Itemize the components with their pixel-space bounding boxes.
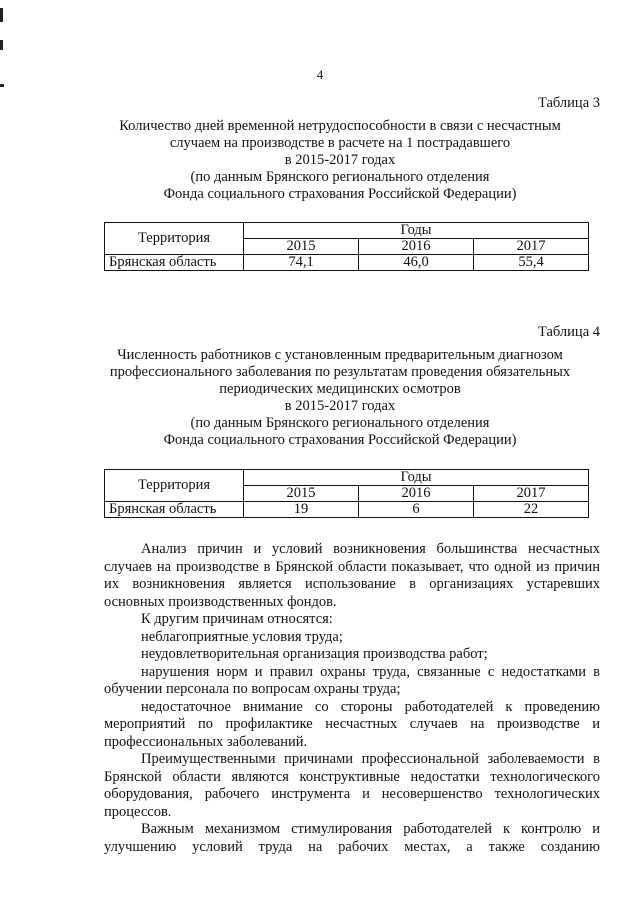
table3-title-line: Количество дней временной нетрудоспособности в связи с несчастным [119, 118, 561, 134]
year-cell: 2017 [474, 239, 589, 255]
table4-title-line: в 2015-2017 годах [284, 398, 396, 414]
paragraph: неудовлетворительная организация производства работ; [141, 646, 488, 662]
year-cell: 2017 [474, 486, 589, 502]
paragraph: Анализ причин и условий возникновения большинства несчастных случаев на производстве в Брянской области показывает, что одной из причин их возникновения является использование в организациях устаревших основных производственных фондов. [104, 541, 600, 610]
paragraph: Важным механизмом стимулирования работодателей к контролю и улучшению условий труда на рабочих местах, а также созданию [104, 821, 600, 855]
year-cell: 2016 [359, 239, 474, 255]
table-header-row [105, 470, 589, 486]
row-label: Брянская область [105, 255, 244, 271]
table4-title [80, 347, 600, 449]
year-cell: 2015 [244, 239, 359, 255]
table3-title-line: случаем на производстве в расчете на 1 пострадавшего [169, 135, 511, 151]
paragraph: нарушения норм и правил охраны труда, связанные с недостатками в обучении персонала по вопросам охраны труда; [104, 663, 600, 697]
table3-title [80, 118, 600, 203]
header-years: Годы [244, 470, 589, 486]
value-cell: 6 [359, 502, 474, 518]
table4-title-line: периодических медицинских осмотров [219, 381, 461, 397]
table3-title-line: в 2015-2017 годах [284, 152, 396, 168]
table3-label: Таблица 3 [537, 95, 600, 111]
paragraph: неблагоприятные условия труда; [141, 628, 343, 645]
table4-title-line: Фонда социального страхования Российской Федерации) [163, 432, 517, 448]
value-cell: 46,0 [359, 255, 474, 271]
value-cell: 19 [244, 502, 359, 518]
table4-title-line: Численность работников с установленным предварительным диагнозом [117, 347, 563, 363]
page-number: 4 [316, 67, 324, 82]
header-years: Годы [244, 223, 589, 239]
value-cell: 74,1 [244, 255, 359, 271]
table-row [105, 255, 589, 271]
paragraph: недостаточное внимание со стороны работодателей к проведению мероприятий по профилактике несчастных случаев на производстве и профессиональных заболеваний. [104, 698, 600, 750]
paragraph: К другим причинам относятся: [141, 611, 333, 627]
header-territory: Территория [105, 223, 244, 255]
table4-label: Таблица 4 [537, 324, 600, 340]
row-label: Брянская область [105, 502, 244, 518]
paragraph: Преимущественными причинами профессиональной заболеваемости в Брянской области являются конструктивные недостатки технологического оборудования, рабочего инструмента и несовершенство технологических процессов. [104, 751, 600, 820]
table-row [105, 502, 589, 518]
table4 [104, 469, 589, 518]
header-territory: Территория [105, 470, 244, 502]
table-header-row [105, 223, 589, 239]
body-text [104, 541, 600, 856]
year-cell: 2016 [359, 486, 474, 502]
year-cell: 2015 [244, 486, 359, 502]
value-cell: 22 [474, 502, 589, 518]
table3-title-line: Фонда социального страхования Российской Федерации) [163, 186, 517, 202]
table3-title-line: (по данным Брянского регионального отделения [190, 169, 490, 185]
value-cell: 55,4 [474, 255, 589, 271]
table4-title-line: профессионального заболевания по результатам проведения обязательных [109, 364, 571, 380]
table4-title-line: (по данным Брянского регионального отделения [190, 415, 490, 431]
table3 [104, 222, 589, 271]
